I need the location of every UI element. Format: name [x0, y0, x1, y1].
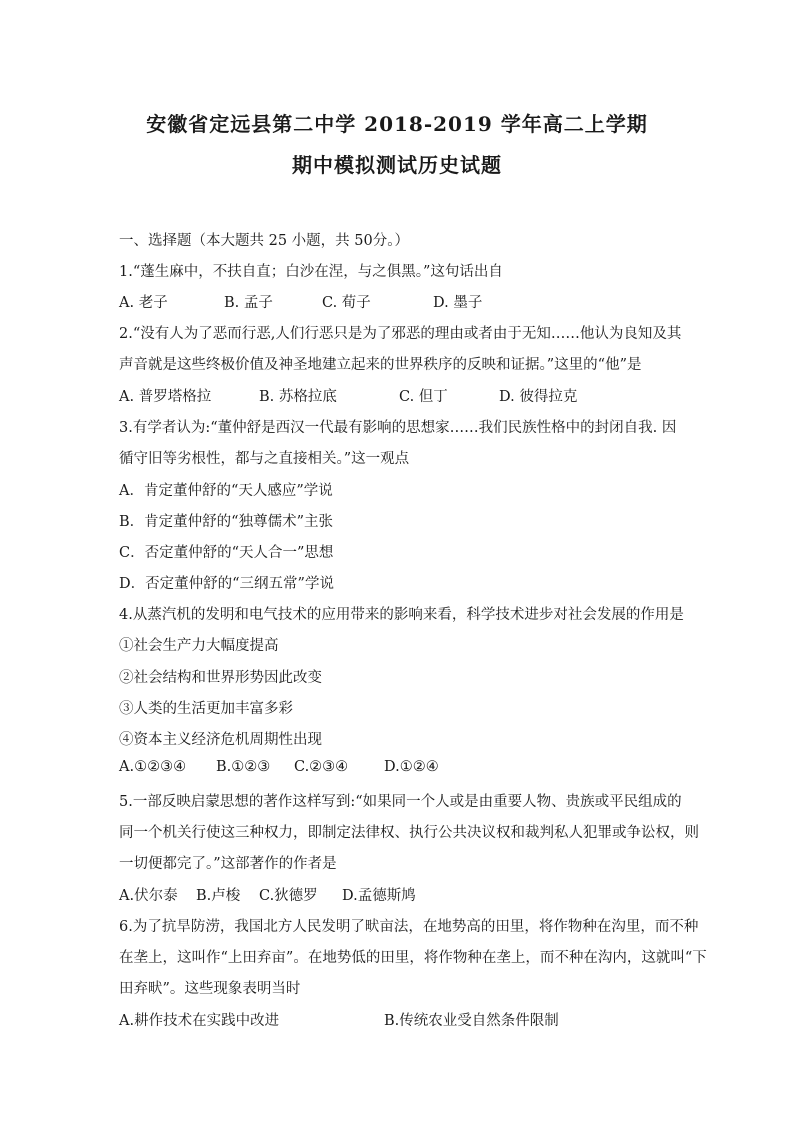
question-5-stem-line3: 一切便都完了。”这部著作的作者是 [119, 856, 337, 872]
option-a: A.伏尔泰 [119, 888, 178, 904]
option-a: A.耕作技术在实践中改进 [119, 1013, 280, 1029]
option-b: B.①②③ [216, 759, 271, 775]
question-4-item-2: ②社会结构和世界形势因此改变 [119, 670, 322, 686]
option-b: B. 苏格拉底 [259, 389, 337, 405]
question-3-option-d: D．否定董仲舒的“三纲五常”学说 [119, 576, 334, 592]
question-3-stem-line2: 循守旧等劣根性，都与之直接相关。”这一观点 [119, 451, 410, 467]
option-d: D. 墨子 [433, 295, 483, 311]
question-2-stem-line1: 2.“没有人为了恶而行恶,人们行恶只是为了邪恶的理由或者由于无知……他认为良知及其 [119, 326, 682, 342]
option-c: C.狄德罗 [259, 888, 318, 904]
question-6-stem-line1: 6.为了抗旱防涝，我国北方人民发明了畎亩法，在地势高的田里，将作物种在沟里，而不种 [119, 919, 699, 935]
question-3-option-c: C．否定董仲舒的“天人合一”思想 [119, 545, 334, 561]
option-b: B.传统农业受自然条件限制 [384, 1013, 559, 1029]
option-c: C. 荀子 [322, 295, 371, 311]
question-4-stem: 4.从蒸汽机的发明和电气技术的应用带来的影响来看，科学技术进步对社会发展的作用是 [119, 607, 684, 623]
question-6-stem-line3: 田弃畎”。这些现象表明当时 [119, 981, 301, 997]
option-b: B.卢梭 [196, 888, 241, 904]
question-4-item-3: ③人类的生活更加丰富多彩 [119, 701, 293, 717]
question-4-item-1: ①社会生产力大幅度提高 [119, 638, 279, 654]
option-a: A. 老子 [119, 295, 168, 311]
question-1-stem: 1.“蓬生麻中，不扶自直；白沙在涅，与之俱黑。”这句话出自 [119, 264, 503, 280]
question-3-stem-line1: 3.有学者认为:“董仲舒是西汉一代最有影响的思想家……我们民族性格中的封闭自我. 因 [119, 420, 677, 436]
option-c: C.②③④ [294, 759, 349, 775]
option-d: D. 彼得拉克 [499, 389, 578, 405]
option-a: A. 普罗塔格拉 [119, 389, 212, 405]
option-b: B. 孟子 [224, 295, 273, 311]
question-5-stem-line1: 5.一部反映启蒙思想的著作这样写到:“如果同一个人或是由重要人物、贵族或平民组成的 [119, 794, 682, 810]
question-3-option-b: B．肯定董仲舒的“独尊儒术”主张 [119, 514, 333, 530]
question-4-item-4: ④资本主义经济危机周期性出现 [119, 732, 322, 748]
option-a: A.①②③④ [119, 759, 187, 775]
question-6-stem-line2: 在垄上，这叫作“上田弃亩”。在地势低的田里，将作物种在垄上，而不种在沟内，这就叫“下 [119, 950, 707, 966]
option-d: D.孟德斯鸠 [342, 888, 416, 904]
exam-title-line2: 期中模拟测试历史试题 [292, 153, 502, 177]
question-5-stem-line2: 同一个机关行使这三种权力，即制定法律权、执行公共决议权和裁判私人犯罪或争讼权，则 [119, 825, 699, 841]
question-2-stem-line2: 声音就是这些终极价值及神圣地建立起来的世界秩序的反映和证据。”这里的“他”是 [119, 357, 642, 373]
section-heading: 一、选择题（本大题共 25 小题，共 50分。） [119, 233, 409, 249]
option-c: C. 但丁 [399, 389, 448, 405]
option-d: D.①②④ [384, 759, 439, 775]
exam-title-line1: 安徽省定远县第二中学 2018-2019 学年高二上学期 [146, 112, 648, 136]
question-3-option-a: A．肯定董仲舒的“天人感应”学说 [119, 483, 333, 499]
